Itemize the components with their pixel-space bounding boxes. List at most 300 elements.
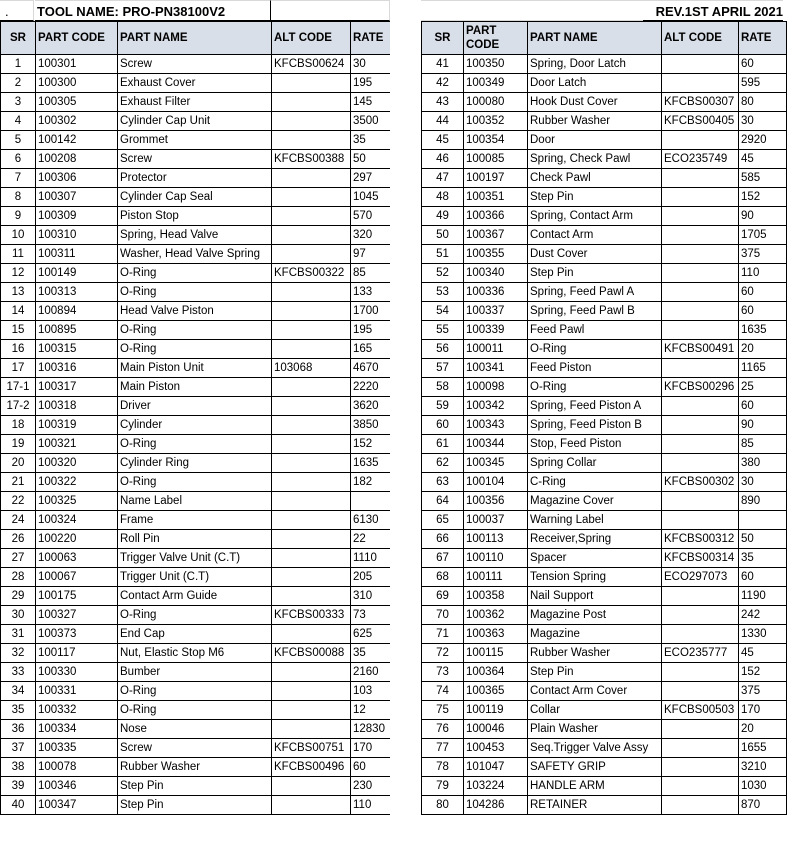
cell-sr[interactable]: 39 [1,777,36,796]
cell-rate[interactable] [351,492,391,511]
cell-part-code[interactable]: 100349 [464,74,528,93]
cell-part-code[interactable]: 100110 [464,549,528,568]
cell-sr[interactable]: 36 [1,720,36,739]
cell-rate[interactable]: 50 [739,530,787,549]
cell-rate[interactable]: 60 [739,283,787,302]
cell-part-code[interactable]: 100351 [464,188,528,207]
cell-alt-code[interactable] [272,492,351,511]
cell-sr[interactable]: 30 [1,606,36,625]
cell-part-name[interactable]: Roll Pin [118,530,272,549]
cell-sr[interactable]: 50 [422,226,464,245]
cell-rate[interactable]: 2160 [351,663,391,682]
cell-part-code[interactable]: 100340 [464,264,528,283]
cell-alt-code[interactable] [272,473,351,492]
cell-sr[interactable]: 27 [1,549,36,568]
cell-part-code[interactable]: 100332 [36,701,118,720]
cell-sr[interactable]: 45 [422,131,464,150]
cell-part-name[interactable]: Cylinder Cap Seal [118,188,272,207]
cell-part-name[interactable]: Hook Dust Cover [528,93,662,112]
cell-rate[interactable]: 1700 [351,302,391,321]
cell-alt-code[interactable]: KFCBS00333 [272,606,351,625]
cell-part-code[interactable]: 103224 [464,777,528,796]
cell-part-code[interactable]: 100175 [36,587,118,606]
cell-part-code[interactable]: 100098 [464,378,528,397]
cell-sr[interactable]: 42 [422,74,464,93]
cell-sr[interactable]: 16 [1,340,36,359]
cell-part-name[interactable]: Step Pin [528,663,662,682]
cell-part-code[interactable]: 100046 [464,720,528,739]
cell-sr[interactable]: 57 [422,359,464,378]
cell-sr[interactable]: 22 [1,492,36,511]
cell-sr[interactable]: 9 [1,207,36,226]
cell-alt-code[interactable]: KFCBS00503 [662,701,739,720]
cell-rate[interactable]: 375 [739,245,787,264]
cell-part-code[interactable]: 100327 [36,606,118,625]
cell-sr[interactable]: 14 [1,302,36,321]
cell-part-name[interactable]: O-Ring [118,682,272,701]
cell-rate[interactable]: 1635 [739,321,787,340]
cell-alt-code[interactable] [272,454,351,473]
col-header-rate[interactable]: RATE [739,22,787,55]
cell-part-code[interactable]: 100307 [36,188,118,207]
cell-part-name[interactable]: O-Ring [118,435,272,454]
col-header-part-name[interactable]: PART NAME [118,22,272,55]
cell-rate[interactable]: 1655 [739,739,787,758]
cell-sr[interactable]: 15 [1,321,36,340]
cell-part-code[interactable]: 100078 [36,758,118,777]
cell-alt-code[interactable]: KFCBS00388 [272,150,351,169]
cell-alt-code[interactable] [272,663,351,682]
cell-sr[interactable]: 47 [422,169,464,188]
cell-alt-code[interactable] [662,207,739,226]
cell-rate[interactable]: 97 [351,245,391,264]
cell-sr[interactable]: 60 [422,416,464,435]
cell-rate[interactable]: 3210 [739,758,787,777]
cell-part-name[interactable]: Screw [118,55,272,74]
cell-part-name[interactable]: Feed Piston [528,359,662,378]
cell-rate[interactable]: 1635 [351,454,391,473]
cell-alt-code[interactable]: KFCBS00405 [662,112,739,131]
cell-alt-code[interactable] [272,568,351,587]
cell-part-code[interactable]: 100306 [36,169,118,188]
cell-part-code[interactable]: 100366 [464,207,528,226]
cell-alt-code[interactable] [272,245,351,264]
cell-part-code[interactable]: 100358 [464,587,528,606]
cell-part-name[interactable]: Contact Arm Cover [528,682,662,701]
cell-sr[interactable]: 80 [422,796,464,815]
cell-sr[interactable]: 37 [1,739,36,758]
cell-part-code[interactable]: 100037 [464,511,528,530]
cell-sr[interactable]: 46 [422,150,464,169]
cell-sr[interactable]: 33 [1,663,36,682]
cell-alt-code[interactable]: KFCBS00296 [662,378,739,397]
cell-alt-code[interactable] [662,359,739,378]
cell-part-code[interactable]: 100315 [36,340,118,359]
cell-part-name[interactable]: Protector [118,169,272,188]
cell-part-code[interactable]: 100142 [36,131,118,150]
cell-rate[interactable]: 375 [739,682,787,701]
cell-rate[interactable]: 110 [351,796,391,815]
cell-sr[interactable]: 29 [1,587,36,606]
cell-part-code[interactable]: 100337 [464,302,528,321]
cell-rate[interactable]: 1165 [739,359,787,378]
cell-rate[interactable]: 152 [739,188,787,207]
cell-part-code[interactable]: 100363 [464,625,528,644]
cell-alt-code[interactable]: ECO235749 [662,150,739,169]
cell-rate[interactable]: 165 [351,340,391,359]
cell-rate[interactable]: 585 [739,169,787,188]
cell-part-name[interactable]: Plain Washer [528,720,662,739]
cell-part-name[interactable]: Stop, Feed Piston [528,435,662,454]
cell-part-code[interactable]: 100319 [36,416,118,435]
cell-part-name[interactable]: Spring, Feed Piston A [528,397,662,416]
cell-part-name[interactable]: Driver [118,397,272,416]
cell-sr[interactable]: 70 [422,606,464,625]
cell-rate[interactable]: 320 [351,226,391,245]
cell-rate[interactable]: 2920 [739,131,787,150]
cell-part-name[interactable]: O-Ring [118,340,272,359]
cell-rate[interactable]: 133 [351,283,391,302]
cell-alt-code[interactable] [272,340,351,359]
cell-part-name[interactable]: SAFETY GRIP [528,758,662,777]
cell-sr[interactable]: 71 [422,625,464,644]
cell-rate[interactable]: 60 [739,397,787,416]
cell-sr[interactable]: 10 [1,226,36,245]
cell-alt-code[interactable] [272,378,351,397]
cell-sr[interactable]: 78 [422,758,464,777]
cell-part-name[interactable]: Feed Pawl [528,321,662,340]
cell-alt-code[interactable] [272,777,351,796]
cell-part-code[interactable]: 100317 [36,378,118,397]
cell-part-code[interactable]: 100310 [36,226,118,245]
cell-part-name[interactable]: Dust Cover [528,245,662,264]
cell-alt-code[interactable] [272,796,351,815]
cell-part-code[interactable]: 100067 [36,568,118,587]
cell-alt-code[interactable] [272,701,351,720]
cell-part-name[interactable]: C-Ring [528,473,662,492]
cell-part-name[interactable]: O-Ring [118,264,272,283]
cell-part-name[interactable]: Spring, Contact Arm [528,207,662,226]
cell-sr[interactable]: 65 [422,511,464,530]
cell-sr[interactable]: 56 [422,340,464,359]
cell-rate[interactable]: 170 [351,739,391,758]
cell-part-code[interactable]: 100339 [464,321,528,340]
cell-rate[interactable]: 85 [739,435,787,454]
cell-sr[interactable]: 24 [1,511,36,530]
cell-rate[interactable]: 12 [351,701,391,720]
cell-part-code[interactable]: 100149 [36,264,118,283]
cell-rate[interactable]: 90 [739,207,787,226]
cell-rate[interactable]: 60 [739,55,787,74]
cell-sr[interactable]: 35 [1,701,36,720]
cell-alt-code[interactable] [662,169,739,188]
cell-sr[interactable]: 26 [1,530,36,549]
cell-part-code[interactable]: 100364 [464,663,528,682]
cell-part-name[interactable]: Trigger Unit (C.T) [118,568,272,587]
cell-alt-code[interactable] [272,169,351,188]
cell-rate[interactable]: 205 [351,568,391,587]
cell-rate[interactable]: 1705 [739,226,787,245]
cell-sr[interactable]: 21 [1,473,36,492]
cell-rate[interactable]: 182 [351,473,391,492]
cell-sr[interactable]: 1 [1,55,36,74]
cell-alt-code[interactable] [662,245,739,264]
cell-alt-code[interactable] [272,226,351,245]
cell-alt-code[interactable] [272,587,351,606]
cell-alt-code[interactable] [662,492,739,511]
cell-rate[interactable]: 2220 [351,378,391,397]
cell-rate[interactable]: 35 [351,644,391,663]
cell-sr[interactable]: 43 [422,93,464,112]
revision-cell[interactable]: REV.1ST APRIL 2021 [643,0,783,21]
cell-part-name[interactable]: Magazine [528,625,662,644]
cell-part-name[interactable]: Spring, Feed Pawl B [528,302,662,321]
cell-alt-code[interactable] [272,416,351,435]
cell-alt-code[interactable] [272,435,351,454]
cell-alt-code[interactable] [272,549,351,568]
cell-part-name[interactable]: Step Pin [528,188,662,207]
cell-part-code[interactable]: 100111 [464,568,528,587]
cell-part-name[interactable]: O-Ring [118,321,272,340]
cell-alt-code[interactable] [662,777,739,796]
cell-alt-code[interactable] [662,454,739,473]
cell-sr[interactable]: 44 [422,112,464,131]
cell-rate[interactable]: 152 [351,435,391,454]
cell-part-name[interactable]: Grommet [118,131,272,150]
cell-part-code[interactable]: 100309 [36,207,118,226]
cell-part-name[interactable]: Step Pin [118,777,272,796]
cell-part-name[interactable]: Check Pawl [528,169,662,188]
cell-alt-code[interactable]: KFCBS00302 [662,473,739,492]
blank-header-cell[interactable] [350,0,390,21]
cell-alt-code[interactable] [662,625,739,644]
cell-alt-code[interactable] [272,283,351,302]
col-header-alt-code[interactable]: ALT CODE [272,22,351,55]
cell-part-name[interactable]: Rubber Washer [118,758,272,777]
cell-part-code[interactable]: 100354 [464,131,528,150]
cell-part-name[interactable]: Bumber [118,663,272,682]
cell-part-name[interactable]: Cylinder [118,416,272,435]
cell-sr[interactable]: 48 [422,188,464,207]
cell-part-name[interactable]: Magazine Cover [528,492,662,511]
cell-alt-code[interactable]: KFCBS00312 [662,530,739,549]
cell-part-name[interactable]: Magazine Post [528,606,662,625]
cell-rate[interactable]: 103 [351,682,391,701]
cell-part-name[interactable]: Collar [528,701,662,720]
cell-rate[interactable]: 145 [351,93,391,112]
cell-alt-code[interactable]: KFCBS00088 [272,644,351,663]
cell-sr[interactable]: 12 [1,264,36,283]
cell-part-name[interactable]: Piston Stop [118,207,272,226]
cell-part-name[interactable]: Spring, Check Pawl [528,150,662,169]
cell-rate[interactable]: 45 [739,644,787,663]
cell-part-name[interactable]: Door [528,131,662,150]
cell-rate[interactable]: 1030 [739,777,787,796]
col-header-sr[interactable]: SR [422,22,464,55]
cell-rate[interactable]: 60 [739,568,787,587]
cell-sr[interactable]: 20 [1,454,36,473]
cell-part-name[interactable]: RETAINER [528,796,662,815]
cell-part-code[interactable]: 100330 [36,663,118,682]
cell-sr[interactable]: 61 [422,435,464,454]
blank-header-cell[interactable] [271,0,350,21]
cell-sr[interactable]: 2 [1,74,36,93]
cell-alt-code[interactable]: 103068 [272,359,351,378]
cell-sr[interactable]: 38 [1,758,36,777]
cell-sr[interactable]: 69 [422,587,464,606]
cell-part-name[interactable]: Spring Collar [528,454,662,473]
cell-part-code[interactable]: 100336 [464,283,528,302]
cell-part-code[interactable]: 100344 [464,435,528,454]
cell-part-name[interactable]: O-Ring [118,606,272,625]
cell-rate[interactable]: 3500 [351,112,391,131]
cell-alt-code[interactable] [662,720,739,739]
cell-rate[interactable]: 35 [739,549,787,568]
cell-sr[interactable]: 51 [422,245,464,264]
cell-part-code[interactable]: 100305 [36,93,118,112]
cell-alt-code[interactable] [662,188,739,207]
cell-part-name[interactable]: Screw [118,150,272,169]
cell-part-code[interactable]: 100085 [464,150,528,169]
cell-part-name[interactable]: Door Latch [528,74,662,93]
cell-part-code[interactable]: 100117 [36,644,118,663]
cell-alt-code[interactable] [662,283,739,302]
cell-sr[interactable]: 55 [422,321,464,340]
cell-alt-code[interactable] [662,758,739,777]
cell-part-code[interactable]: 100350 [464,55,528,74]
cell-rate[interactable]: 80 [739,93,787,112]
cell-part-code[interactable]: 100311 [36,245,118,264]
cell-alt-code[interactable] [272,397,351,416]
cell-sr[interactable]: 19 [1,435,36,454]
cell-alt-code[interactable] [272,321,351,340]
cell-alt-code[interactable]: KFCBS00322 [272,264,351,283]
cell-part-code[interactable]: 100197 [464,169,528,188]
cell-part-name[interactable]: Step Pin [118,796,272,815]
cell-part-name[interactable]: O-Ring [118,283,272,302]
cell-alt-code[interactable] [662,663,739,682]
cell-rate[interactable] [739,511,787,530]
col-header-rate[interactable]: RATE [351,22,391,55]
cell-sr[interactable]: 34 [1,682,36,701]
cell-part-name[interactable]: O-Ring [118,701,272,720]
cell-sr[interactable]: 32 [1,644,36,663]
cell-part-code[interactable]: 100334 [36,720,118,739]
cell-alt-code[interactable]: ECO297073 [662,568,739,587]
col-header-sr[interactable]: SR [1,22,36,55]
corner-cell[interactable]: . [0,0,34,21]
cell-sr[interactable]: 4 [1,112,36,131]
cell-alt-code[interactable]: KFCBS00751 [272,739,351,758]
cell-part-code[interactable]: 101047 [464,758,528,777]
cell-alt-code[interactable] [662,74,739,93]
cell-rate[interactable]: 6130 [351,511,391,530]
cell-part-code[interactable]: 100302 [36,112,118,131]
cell-part-name[interactable]: Step Pin [528,264,662,283]
cell-part-code[interactable]: 100063 [36,549,118,568]
cell-alt-code[interactable] [662,796,739,815]
cell-part-name[interactable]: Nose [118,720,272,739]
cell-alt-code[interactable] [662,264,739,283]
cell-rate[interactable]: 380 [739,454,787,473]
cell-rate[interactable]: 230 [351,777,391,796]
cell-part-name[interactable]: Spring, Feed Piston B [528,416,662,435]
cell-sr[interactable]: 17-2 [1,397,36,416]
cell-alt-code[interactable] [272,112,351,131]
cell-alt-code[interactable] [272,207,351,226]
cell-sr[interactable]: 7 [1,169,36,188]
cell-part-code[interactable]: 100316 [36,359,118,378]
cell-sr[interactable]: 62 [422,454,464,473]
cell-sr[interactable]: 59 [422,397,464,416]
cell-alt-code[interactable] [272,93,351,112]
cell-part-name[interactable]: Spring, Door Latch [528,55,662,74]
cell-part-code[interactable]: 100115 [464,644,528,663]
cell-part-name[interactable]: Screw [118,739,272,758]
cell-part-code[interactable]: 100011 [464,340,528,359]
cell-sr[interactable]: 53 [422,283,464,302]
cell-part-name[interactable]: Main Piston [118,378,272,397]
cell-rate[interactable]: 170 [739,701,787,720]
cell-part-code[interactable]: 100373 [36,625,118,644]
cell-part-code[interactable]: 100346 [36,777,118,796]
col-header-part-code[interactable]: PART CODE [464,22,528,55]
cell-alt-code[interactable] [272,720,351,739]
cell-alt-code[interactable] [272,625,351,644]
cell-part-code[interactable]: 100343 [464,416,528,435]
cell-part-code[interactable]: 100367 [464,226,528,245]
cell-rate[interactable]: 1330 [739,625,787,644]
cell-part-code[interactable]: 100080 [464,93,528,112]
cell-sr[interactable]: 79 [422,777,464,796]
col-header-part-name[interactable]: PART NAME [528,22,662,55]
cell-part-code[interactable]: 100300 [36,74,118,93]
blank-header-cell[interactable] [421,0,643,21]
cell-alt-code[interactable] [272,74,351,93]
cell-alt-code[interactable] [662,302,739,321]
cell-part-name[interactable]: Seq.Trigger Valve Assy [528,739,662,758]
cell-rate[interactable]: 297 [351,169,391,188]
cell-part-code[interactable]: 100356 [464,492,528,511]
cell-rate[interactable]: 1110 [351,549,391,568]
cell-part-name[interactable]: Spring, Head Valve [118,226,272,245]
cell-part-name[interactable]: Contact Arm [528,226,662,245]
cell-sr[interactable]: 5 [1,131,36,150]
cell-part-code[interactable]: 100313 [36,283,118,302]
cell-part-name[interactable]: Frame [118,511,272,530]
cell-rate[interactable]: 310 [351,587,391,606]
cell-sr[interactable]: 58 [422,378,464,397]
cell-sr[interactable]: 76 [422,720,464,739]
cell-rate[interactable]: 595 [739,74,787,93]
cell-rate[interactable]: 1190 [739,587,787,606]
cell-alt-code[interactable]: KFCBS00496 [272,758,351,777]
cell-part-code[interactable]: 100895 [36,321,118,340]
cell-alt-code[interactable] [272,131,351,150]
cell-alt-code[interactable] [662,226,739,245]
cell-part-name[interactable]: Exhaust Cover [118,74,272,93]
cell-alt-code[interactable] [662,739,739,758]
cell-part-code[interactable]: 104286 [464,796,528,815]
cell-alt-code[interactable] [272,302,351,321]
cell-part-name[interactable]: Washer, Head Valve Spring [118,245,272,264]
cell-rate[interactable]: 45 [739,150,787,169]
cell-part-code[interactable]: 100113 [464,530,528,549]
cell-alt-code[interactable] [272,511,351,530]
tool-name-cell[interactable] [35,0,271,21]
cell-sr[interactable]: 31 [1,625,36,644]
cell-rate[interactable]: 242 [739,606,787,625]
